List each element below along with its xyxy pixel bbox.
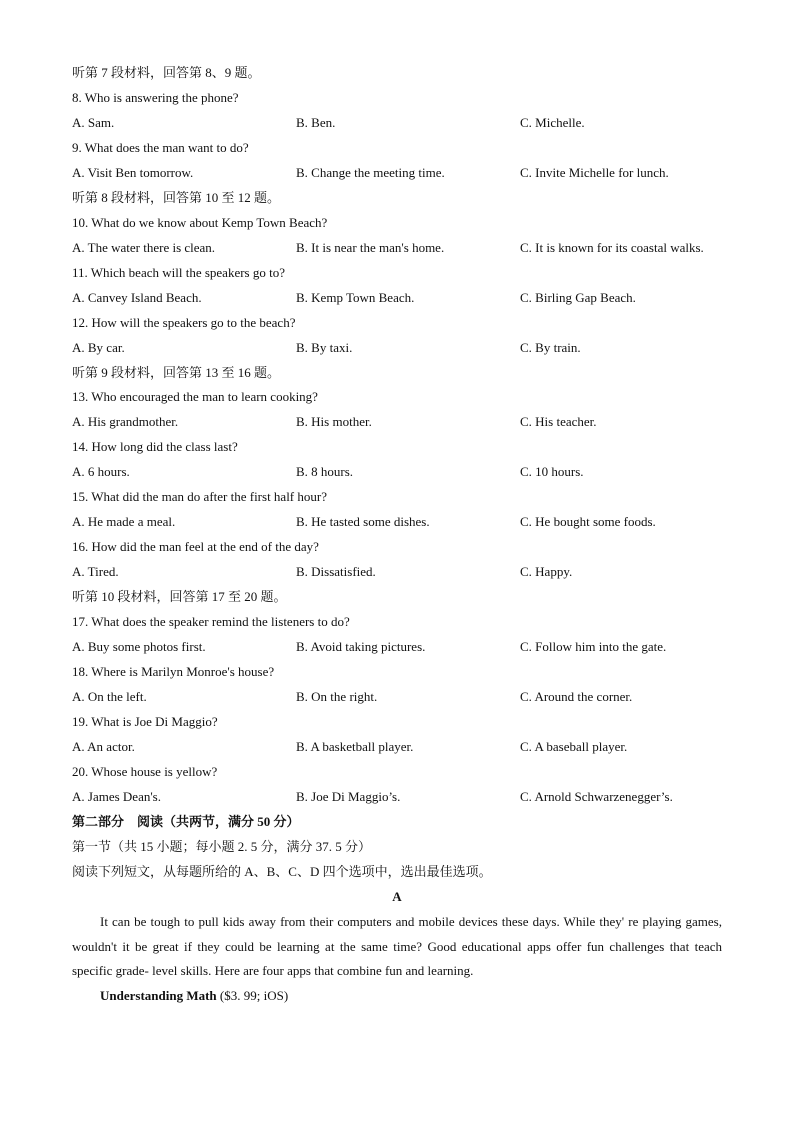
question-17: 17. What does the speaker remind the listeners to do? — [72, 614, 350, 629]
options-8 — [0, 115, 794, 131]
options-17 — [0, 639, 794, 655]
option-b: B. Ben. — [296, 115, 336, 130]
question-9: 9. What does the man want to do? — [72, 140, 249, 155]
options-9 — [0, 165, 794, 181]
reading-instruction: 阅读下列短文，从每题所给的 A、B、C、D 四个选项中，选出最佳选项。 — [72, 864, 492, 879]
part-two-title: 第二部分 阅读（共两节，满分 50 分） — [72, 814, 300, 829]
passage-paragraph: It can be tough to pull kids away from their computers and mobile devices these days. While they' re playing games, wouldn't it be great if they could be learning at the same time? Good educational apps offer fun challenges that teach specific grade- level skills. Here are four apps that combine fun and learning. — [72, 914, 722, 978]
option-c: C. It is known for its coastal walks. — [520, 240, 704, 255]
option-a: A. His grandmother. — [72, 414, 179, 429]
option-b: B. It is near the man's home. — [296, 240, 445, 255]
option-c: C. Around the corner. — [520, 689, 633, 704]
option-a: A. An actor. — [72, 739, 135, 754]
question-10: 10. What do we know about Kemp Town Beach? — [72, 215, 328, 230]
option-c: C. His teacher. — [520, 414, 597, 429]
options-13 — [0, 414, 794, 430]
options-19 — [0, 739, 794, 755]
option-c: C. Invite Michelle for lunch. — [520, 165, 669, 180]
option-a: A. On the left. — [72, 689, 147, 704]
passage-label: A — [392, 889, 402, 904]
options-18 — [0, 689, 794, 705]
option-b: B. On the right. — [296, 689, 378, 704]
option-a: A. Canvey Island Beach. — [72, 290, 202, 305]
options-16 — [0, 564, 794, 580]
question-14: 14. How long did the class last? — [72, 439, 238, 454]
section-9-instruction: 听第 9 段材料，回答第 13 至 16 题。 — [72, 365, 281, 380]
option-a: A. Tired. — [72, 564, 119, 579]
option-a: A. 6 hours. — [72, 464, 130, 479]
section-7-instruction: 听第 7 段材料，回答第 8、9 题。 — [72, 65, 261, 80]
option-a: A. He made a meal. — [72, 514, 176, 529]
question-20: 20. Whose house is yellow? — [72, 764, 218, 779]
section-one-title: 第一节（共 15 小题；每小题 2. 5 分，满分 37. 5 分） — [72, 839, 372, 854]
option-b: B. His mother. — [296, 414, 372, 429]
question-19: 19. What is Joe Di Maggio? — [72, 714, 218, 729]
question-12: 12. How will the speakers go to the beach? — [72, 315, 296, 330]
app-title: Understanding Math — [100, 988, 217, 1003]
option-a: A. Sam. — [72, 115, 115, 130]
options-10 — [0, 240, 794, 256]
question-8: 8. Who is answering the phone? — [72, 90, 239, 105]
question-11: 11. Which beach will the speakers go to? — [72, 265, 285, 280]
section-8-instruction: 听第 8 段材料，回答第 10 至 12 题。 — [72, 190, 281, 205]
option-b: B. A basketball player. — [296, 739, 414, 754]
option-c: C. Arnold Schwarzenegger’s. — [520, 789, 673, 804]
app-heading — [100, 988, 288, 1004]
options-15 — [0, 514, 794, 530]
option-c: C. Follow him into the gate. — [520, 639, 667, 654]
options-20 — [0, 789, 794, 805]
question-15: 15. What did the man do after the first half hour? — [72, 489, 327, 504]
option-c: C. By train. — [520, 340, 581, 355]
option-c: C. He bought some foods. — [520, 514, 656, 529]
option-c: C. Birling Gap Beach. — [520, 290, 636, 305]
option-c: C. Happy. — [520, 564, 573, 579]
option-b: B. Dissatisfied. — [296, 564, 376, 579]
option-a: A. James Dean's. — [72, 789, 161, 804]
option-c: C. A baseball player. — [520, 739, 628, 754]
options-14 — [0, 464, 794, 480]
option-b: B. He tasted some dishes. — [296, 514, 430, 529]
options-12 — [0, 340, 794, 356]
option-b: B. Avoid taking pictures. — [296, 639, 426, 654]
option-a: A. The water there is clean. — [72, 240, 216, 255]
question-13: 13. Who encouraged the man to learn cooking? — [72, 389, 318, 404]
option-a: A. By car. — [72, 340, 125, 355]
option-a: A. Visit Ben tomorrow. — [72, 165, 194, 180]
option-b: B. Joe Di Maggio’s. — [296, 789, 401, 804]
question-16: 16. How did the man feel at the end of the day? — [72, 539, 319, 554]
option-b: B. Change the meeting time. — [296, 165, 445, 180]
section-10-instruction: 听第 10 段材料，回答第 17 至 20 题。 — [72, 589, 287, 604]
option-a: A. Buy some photos first. — [72, 639, 206, 654]
app-info: ($3. 99; iOS) — [216, 988, 289, 1003]
option-c: C. 10 hours. — [520, 464, 584, 479]
option-b: B. By taxi. — [296, 340, 353, 355]
option-b: B. 8 hours. — [296, 464, 354, 479]
option-b: B. Kemp Town Beach. — [296, 290, 415, 305]
question-18: 18. Where is Marilyn Monroe's house? — [72, 664, 275, 679]
options-11 — [0, 290, 794, 306]
option-c: C. Michelle. — [520, 115, 585, 130]
